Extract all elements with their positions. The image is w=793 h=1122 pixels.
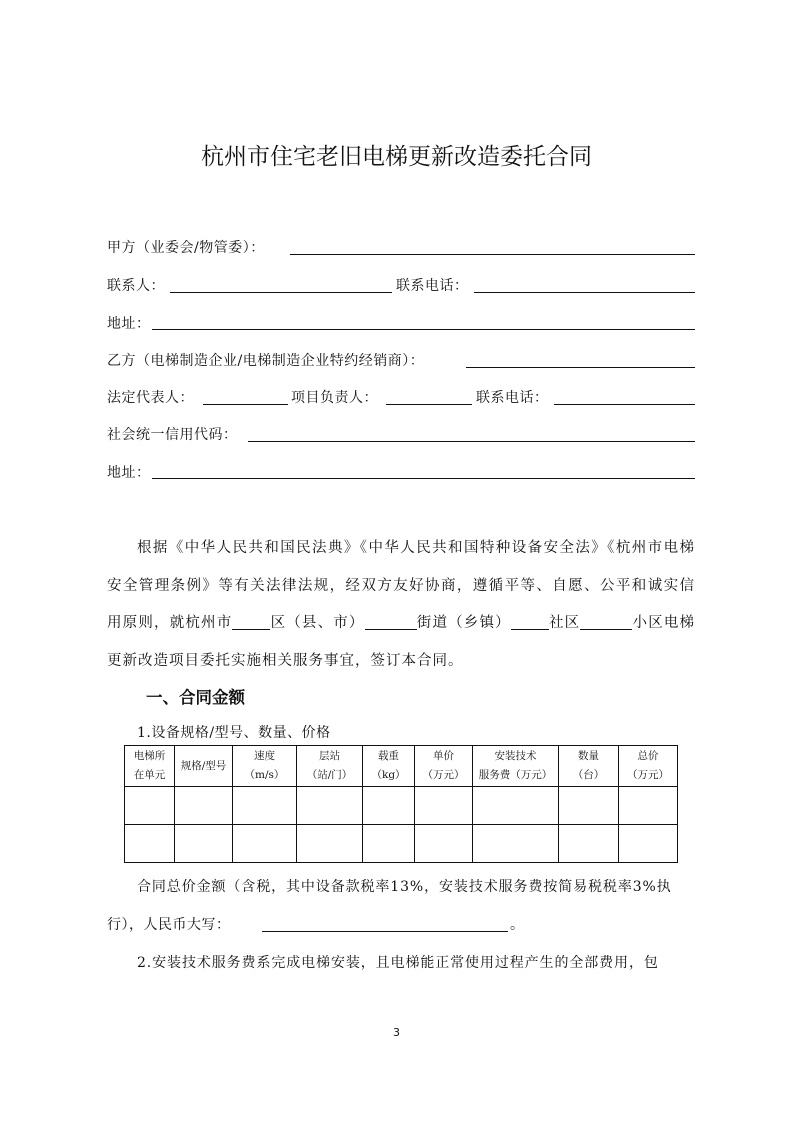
header-elevator-unit: 电梯所 在单元	[125, 746, 175, 787]
party-b-phone-input-line[interactable]	[554, 404, 695, 405]
header-floors-stops: 层站 （站/门）	[297, 746, 363, 787]
party-a-phone-label: 联系电话：	[396, 278, 469, 294]
total-amount-text-line-2b: 。	[510, 917, 525, 933]
party-b-address-input-line[interactable]	[152, 478, 695, 479]
section-1-item-2: 2.安装技术服务费系完成电梯安装，且电梯能正常使用过程产生的全部费用，包	[137, 955, 659, 971]
party-b-project-lead-label: 项目负责人：	[291, 390, 378, 406]
preamble-text-3: 街道（乡镇）	[416, 615, 511, 631]
page-number: 3	[393, 1026, 400, 1039]
party-a-phone-input-line[interactable]	[474, 292, 695, 293]
header-unit-price: 单价 （万元）	[415, 746, 473, 787]
total-amount-text-line-2a: 行），人民币大写：	[107, 917, 231, 933]
table-row	[125, 825, 678, 863]
preamble-paragraph	[107, 530, 695, 680]
header-spec-model: 规格/型号	[175, 746, 233, 787]
party-a-address-label: 地址：	[107, 316, 151, 332]
header-load: 载重 （kg）	[363, 746, 415, 787]
party-a-input-line[interactable]	[290, 254, 695, 255]
header-quantity: 数量 （台）	[559, 746, 619, 787]
equipment-spec-table	[124, 745, 678, 863]
party-b-credit-code-label: 社会统一信用代码：	[107, 427, 238, 443]
table-cell[interactable]	[559, 825, 619, 863]
header-speed: 速度 （m/s）	[233, 746, 297, 787]
party-a-contact-input-line[interactable]	[170, 292, 392, 293]
table-header-row	[125, 746, 678, 787]
party-a-address-input-line[interactable]	[152, 329, 695, 330]
table-cell[interactable]	[473, 787, 559, 825]
header-total-price: 总价 （万元）	[619, 746, 678, 787]
party-b-credit-code-input-line[interactable]	[248, 441, 695, 442]
party-a-label: 甲方（业委会/物管委）：	[107, 240, 265, 256]
table-cell[interactable]	[233, 825, 297, 863]
section-1-heading: 一、合同金额	[146, 688, 245, 707]
table-cell[interactable]	[363, 825, 415, 863]
preamble-text-5: 小区电梯更新改造项目委托实施相关服务事宜，签订本合同。	[107, 615, 696, 669]
table-cell[interactable]	[297, 787, 363, 825]
table-cell[interactable]	[175, 787, 233, 825]
table-cell[interactable]	[363, 787, 415, 825]
table-cell[interactable]	[559, 787, 619, 825]
community-blank[interactable]	[511, 613, 549, 630]
table-cell[interactable]	[175, 825, 233, 863]
section-1-item-1: 1.设备规格/型号、数量、价格	[137, 725, 331, 741]
party-b-project-lead-input-line[interactable]	[386, 404, 472, 405]
district-blank[interactable]	[232, 613, 270, 630]
party-b-legal-rep-label: 法定代表人：	[107, 390, 194, 406]
residential-area-blank[interactable]	[580, 613, 632, 630]
total-amount-text-line-1: 合同总价金额（含税，其中设备款税率13%，安装技术服务费按简易税税率3%执	[137, 879, 672, 895]
table-cell[interactable]	[415, 825, 473, 863]
party-b-label: 乙方（电梯制造企业/电梯制造企业特约经销商）：	[107, 353, 425, 369]
party-b-input-line[interactable]	[466, 367, 695, 368]
table-cell[interactable]	[125, 825, 175, 863]
table-cell[interactable]	[125, 787, 175, 825]
table-cell[interactable]	[297, 825, 363, 863]
table-cell[interactable]	[233, 787, 297, 825]
document-title: 杭州市住宅老旧电梯更新改造委托合同	[201, 144, 592, 170]
street-blank[interactable]	[365, 613, 417, 630]
table-cell[interactable]	[619, 787, 678, 825]
table-cell[interactable]	[473, 825, 559, 863]
party-a-contact-label: 联系人：	[107, 278, 165, 294]
table-cell[interactable]	[619, 825, 678, 863]
header-install-fee: 安装技术 服务费（万元）	[473, 746, 559, 787]
preamble-text-2: 区（县、市）	[270, 615, 365, 631]
total-amount-words-input-line[interactable]	[262, 931, 508, 932]
preamble-text-4: 社区	[548, 615, 581, 631]
party-b-phone-label: 联系电话：	[476, 390, 549, 406]
preamble-text-1: 根据《中华人民共和国民法典》《中华人民共和国特种设备安全法》《杭州市电梯安全管理条例》等有关法律法规，经双方友好协商，遵循平等、自愿、公平和诚实信用原则，就杭州市	[107, 540, 695, 631]
party-b-legal-rep-input-line[interactable]	[203, 404, 288, 405]
party-b-address-label: 地址：	[107, 465, 151, 481]
table-cell[interactable]	[415, 787, 473, 825]
table-row	[125, 787, 678, 825]
